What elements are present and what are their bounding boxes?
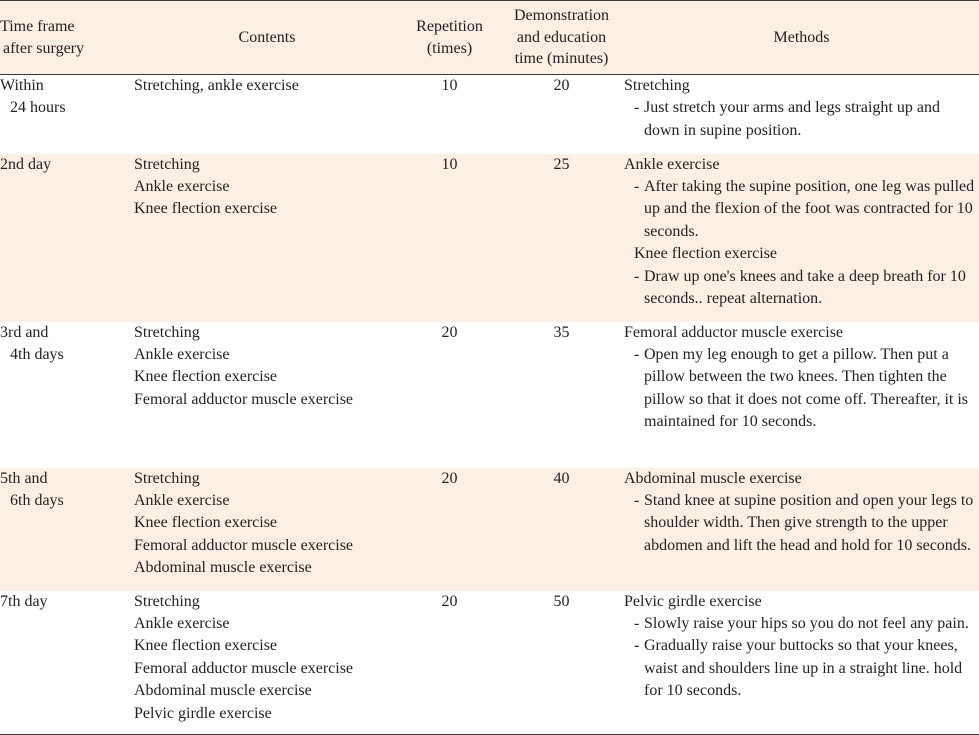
contents-item: Abdominal muscle exercise bbox=[134, 559, 312, 577]
method-item-text: Just stretch your arms and legs straight up and down in supine position. bbox=[644, 99, 940, 139]
header-repetition-line-1: Repetition bbox=[416, 18, 483, 35]
contents-item: Femoral adductor muscle exercise bbox=[134, 659, 354, 677]
contents-item: Knee flection exercise bbox=[134, 514, 278, 532]
methods-cell bbox=[624, 75, 979, 154]
table-row bbox=[0, 468, 979, 591]
contents-item: Knee flection exercise bbox=[134, 637, 278, 655]
time-frame-line: 5th and bbox=[0, 469, 48, 487]
time-frame-cell bbox=[0, 75, 134, 154]
contents-item: Femoral adductor muscle exercise bbox=[134, 536, 354, 554]
method-item: - Slowly raise your hips so you do not feel any pain. bbox=[634, 614, 969, 632]
time-frame-cell bbox=[0, 322, 134, 468]
demo-time-cell: 50 bbox=[499, 591, 624, 735]
method-item-text: Stand knee at supine position and open your legs to shoulder width. Then give strength to the upper abdomen and lift the head and hold for 10 seconds. bbox=[644, 491, 974, 554]
method-title: Pelvic girdle exercise bbox=[624, 592, 762, 610]
method-title: Stretching bbox=[624, 77, 690, 94]
contents-cell bbox=[134, 468, 400, 591]
contents-item: Stretching bbox=[134, 323, 200, 341]
contents-item: Abdominal muscle exercise bbox=[134, 682, 312, 700]
header-methods: Methods bbox=[624, 1, 979, 75]
table-row bbox=[0, 591, 979, 735]
method-item: - Gradually raise your buttocks so that your knees, waist and shoulders line up in a straight line. hold for 10 seconds. bbox=[634, 637, 963, 700]
method-item: - Just stretch your arms and legs straight up and down in supine position. bbox=[634, 99, 940, 139]
contents-item: Pelvic girdle exercise bbox=[134, 704, 272, 722]
header-contents: Contents bbox=[134, 1, 400, 75]
time-frame-cell bbox=[0, 591, 134, 735]
method-item-text: Open my leg enough to get a pillow. Then put a pillow between the two knees. Then tighten the pillow so that it does not come off. Thereafter, it is maintained for 10 seconds. bbox=[644, 345, 969, 431]
methods-cell bbox=[624, 322, 979, 468]
repetition-cell: 10 bbox=[441, 77, 458, 94]
header-demonstration-line-1: Demonstration bbox=[513, 7, 610, 25]
table-header-row bbox=[0, 1, 979, 75]
methods-cell bbox=[624, 591, 979, 735]
contents-item: Ankle exercise bbox=[134, 614, 230, 632]
contents-item: Ankle exercise bbox=[134, 177, 230, 195]
header-demonstration bbox=[499, 1, 624, 75]
time-frame-line: 4th days bbox=[10, 345, 64, 363]
methods-cell bbox=[624, 154, 979, 322]
time-frame-cell bbox=[0, 468, 134, 591]
contents-item: Knee flection exercise bbox=[134, 368, 278, 386]
method-item: - Open my leg enough to get a pillow. Then put a pillow between the two knees. Then tighten the pillow so that it does not come off. Thereafter, it is maintained for 10 seconds. bbox=[634, 345, 969, 431]
table-row bbox=[0, 322, 979, 468]
methods-cell bbox=[624, 468, 979, 591]
contents-item: Stretching bbox=[134, 592, 200, 610]
time-frame-cell bbox=[0, 154, 134, 322]
method-item-text: Gradually raise your buttocks so that your knees, waist and shoulders line up in a straight line. hold for 10 seconds. bbox=[644, 637, 963, 700]
method-item: - After taking the supine position, one leg was pulled up and the flexion of the foot was contracted for 10 seconds. bbox=[634, 177, 975, 240]
contents-item: Stretching, ankle exercise bbox=[134, 77, 299, 94]
contents-cell bbox=[134, 75, 400, 154]
contents-item: Knee flection exercise bbox=[134, 200, 278, 218]
time-frame-line: 7th day bbox=[0, 592, 48, 610]
repetition-cell: 10 bbox=[441, 155, 458, 173]
method-title: Knee flection exercise bbox=[634, 245, 778, 263]
header-time-frame-line-1: Time frame bbox=[0, 18, 75, 35]
contents-item: Ankle exercise bbox=[134, 491, 230, 509]
header-time-frame bbox=[0, 1, 134, 75]
demo-time-cell: 35 bbox=[553, 323, 570, 341]
demo-time-cell: 40 bbox=[553, 469, 570, 487]
time-frame-line: 2nd day bbox=[0, 155, 52, 173]
table-row bbox=[0, 75, 979, 154]
contents-cell bbox=[134, 154, 400, 322]
table-row bbox=[0, 154, 979, 322]
repetition-cell: 20 bbox=[441, 323, 458, 341]
time-frame-line: Within bbox=[0, 77, 44, 94]
method-item: - Stand knee at supine position and open your legs to shoulder width. Then give strength to the upper abdomen and lift the head and hold for 10 seconds. bbox=[634, 491, 974, 554]
header-repetition bbox=[400, 1, 499, 75]
method-item-text: Slowly raise your hips so you do not feel any pain. bbox=[644, 614, 969, 632]
method-title: Ankle exercise bbox=[624, 155, 720, 173]
contents-item: Femoral adductor muscle exercise bbox=[134, 390, 354, 408]
contents-item: Ankle exercise bbox=[134, 345, 230, 363]
method-title: Femoral adductor muscle exercise bbox=[624, 323, 844, 341]
header-repetition-line-2: (times) bbox=[426, 39, 473, 57]
repetition-cell: 20 bbox=[441, 469, 458, 487]
header-demonstration-line-3: time (minutes) bbox=[514, 50, 609, 68]
method-item-text: After taking the supine position, one leg was pulled up and the flexion of the foot was contracted for 10 seconds. bbox=[644, 177, 975, 240]
repetition-cell: 20 bbox=[400, 591, 499, 735]
contents-cell bbox=[134, 591, 400, 735]
contents-item: Stretching bbox=[134, 469, 200, 487]
method-item: - Draw up one's knees and take a deep breath for 10 seconds.. repeat alternation. bbox=[634, 267, 966, 307]
time-frame-line: 24 hours bbox=[10, 99, 66, 117]
time-frame-line: 3rd and bbox=[0, 323, 49, 341]
time-frame-line: 6th days bbox=[10, 491, 64, 509]
demo-time-cell: 25 bbox=[553, 155, 570, 173]
method-item-text: Draw up one's knees and take a deep breath for 10 seconds.. repeat alternation. bbox=[644, 267, 966, 307]
header-time-frame-line-2: after surgery bbox=[3, 39, 84, 57]
contents-cell bbox=[134, 322, 400, 468]
demo-time-cell: 20 bbox=[553, 77, 570, 94]
contents-item: Stretching bbox=[134, 155, 200, 173]
header-demonstration-line-2: and education bbox=[516, 28, 607, 46]
method-title: Abdominal muscle exercise bbox=[624, 469, 802, 487]
